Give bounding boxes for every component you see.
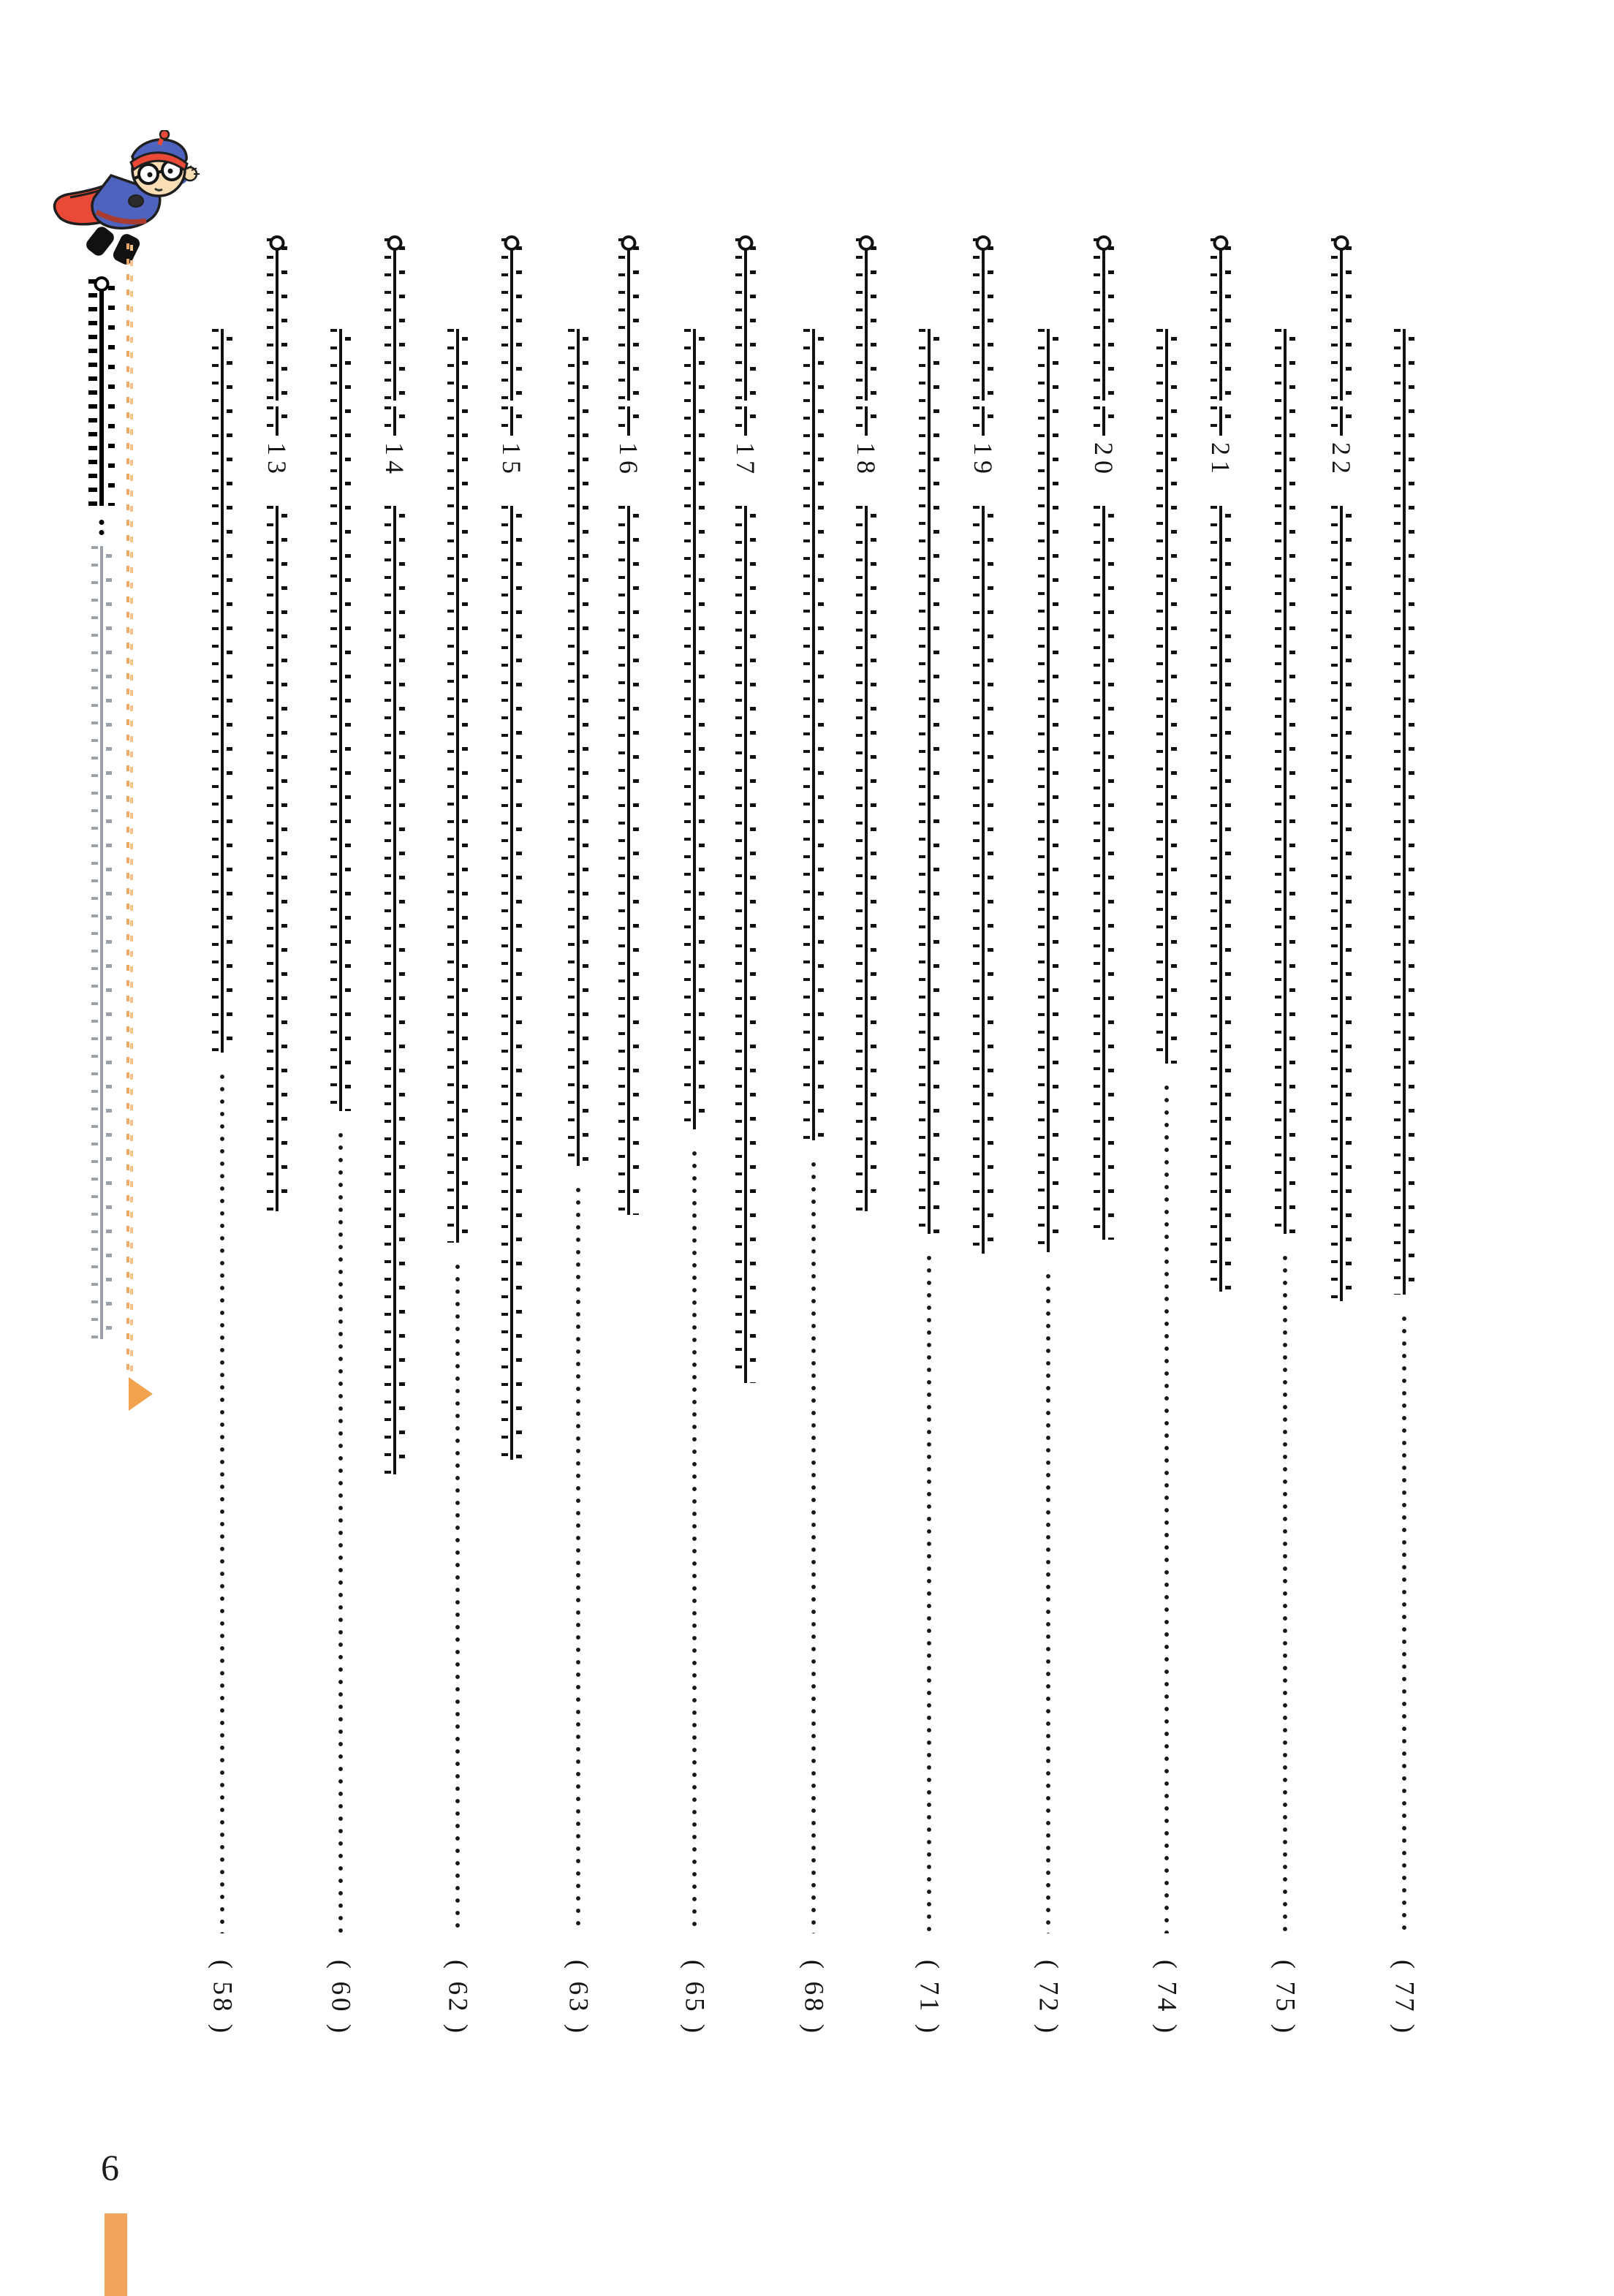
toc-entry-17-page-number: ( 68 ) (798, 1959, 829, 2037)
mascot-flying-boy (48, 130, 202, 278)
toc-entry-22-prefix-kicheel (1329, 238, 1354, 401)
page-number: 6 (101, 2147, 119, 2188)
toc-entry-20-page-number: ( 74 ) (1151, 1959, 1182, 2037)
toc-entry-21-prefix-un (1208, 406, 1233, 436)
toc-entry-16-number: 16 (614, 442, 643, 479)
toc-entry-18-prefix-kicheel (854, 238, 879, 401)
toc-entry-15-prefix-un (499, 406, 524, 436)
toc-entry-21-page-number: ( 75 ) (1270, 1959, 1300, 2037)
toc-entry-14-page-number: ( 62 ) (442, 1959, 473, 2037)
toc-entry-22-number: 22 (1327, 442, 1356, 479)
orange-arrow-icon (129, 1377, 153, 1411)
toc-entry-16-title-col1 (616, 506, 641, 1215)
toc-entry-19-dotted-leader (1045, 1273, 1051, 1933)
toc-entry-21-number: 21 (1206, 442, 1235, 479)
toc-entry-17-dotted-leader (811, 1161, 817, 1933)
page-corner-bar (105, 2213, 127, 2296)
toc-entry-14-prefix-kicheel (382, 238, 407, 401)
toc-entry-13-page-number: ( 60 ) (325, 1959, 356, 2037)
toc-entry-22-dotted-leader (1401, 1315, 1407, 1933)
toc-entry-18-number: 18 (852, 442, 881, 479)
toc-entry-18-prefix-un (854, 406, 879, 436)
toc-entry-19-number: 19 (969, 442, 998, 479)
toc-entry-17-title-col1 (733, 506, 758, 1383)
toc-entry-16-page-number: ( 65 ) (679, 1959, 710, 2037)
toc-entry-carryover-dotted-leader (219, 1073, 225, 1933)
toc-entry-carryover-title-col2 (210, 329, 235, 1053)
toc-entry-13-title-col2 (328, 329, 353, 1111)
toc-entry-18-dotted-leader (926, 1254, 932, 1933)
toc-entry-14-title-col1 (382, 506, 407, 1474)
toc-entry-20-number: 20 (1089, 442, 1118, 479)
section-subtitle-mongolian (89, 546, 114, 1339)
toc-entry-17-number: 17 (731, 442, 760, 479)
toc-entry-17-prefix-un (733, 406, 758, 436)
toc-entry-18-title-col2 (917, 329, 942, 1234)
toc-entry-16-dotted-leader (692, 1150, 697, 1933)
toc-entry-15-prefix-kicheel (499, 238, 524, 401)
toc-entry-13-dotted-leader (338, 1132, 344, 1933)
toc-entry-20-prefix-kicheel (1091, 238, 1116, 401)
toc-entry-20-prefix-un (1091, 406, 1116, 436)
toc-entry-21-dotted-leader (1282, 1254, 1288, 1933)
toc-entry-20-title-col2 (1154, 329, 1179, 1064)
toc-entry-19-title-col1 (971, 506, 996, 1254)
toc-entry-15-page-number: ( 63 ) (563, 1959, 594, 2037)
section-header-mongolian (88, 279, 115, 506)
mascot-boots (83, 223, 143, 268)
toc-entry-18-title-col1 (854, 506, 879, 1211)
toc-entry-13-title-col1 (265, 506, 289, 1211)
toc-entry-22-title-col1 (1329, 506, 1354, 1301)
toc-entry-14-title-col2 (445, 329, 470, 1243)
toc-entry-19-prefix-kicheel (971, 238, 996, 401)
toc-entry-13-number: 13 (262, 442, 292, 479)
toc-entry-14-number: 14 (380, 442, 409, 479)
toc-entry-21-title-col1 (1208, 506, 1233, 1292)
toc-entry-15-dotted-leader (575, 1186, 581, 1933)
toc-entry-18-page-number: ( 71 ) (914, 1959, 944, 2037)
toc-entry-21-prefix-kicheel (1208, 238, 1233, 401)
toc-entry-19-page-number: ( 72 ) (1033, 1959, 1064, 2037)
toc-entry-14-dotted-leader (455, 1263, 461, 1933)
toc-entry-13-prefix-un (265, 406, 289, 436)
toc-entry-15-title-col2 (566, 329, 591, 1166)
toc-entry-20-title-col1 (1091, 506, 1116, 1240)
toc-entry-14-prefix-un (382, 406, 407, 436)
toc-entry-17-prefix-kicheel (733, 238, 758, 401)
toc-entry-13-prefix-kicheel (265, 238, 289, 401)
toc-entry-carryover-page-number: ( 58 ) (207, 1959, 238, 2037)
toc-entry-17-title-col2 (801, 329, 826, 1140)
orange-dashed-rail (126, 243, 133, 1373)
toc-entry-16-prefix-un (616, 406, 641, 436)
toc-entry-22-page-number: ( 77 ) (1389, 1959, 1420, 2037)
toc-entry-19-prefix-un (971, 406, 996, 436)
toc-entry-15-number: 15 (497, 442, 526, 479)
toc-entry-16-prefix-kicheel (616, 238, 641, 401)
toc-entry-20-dotted-leader (1164, 1084, 1170, 1933)
toc-entry-22-prefix-un (1329, 406, 1354, 436)
toc-entry-15-title-col1 (499, 506, 524, 1460)
toc-entry-16-title-col2 (682, 329, 707, 1129)
toc-entry-22-title-col2 (1392, 329, 1417, 1295)
toc-entry-19-title-col2 (1036, 329, 1061, 1252)
toc-entry-21-title-col2 (1273, 329, 1297, 1234)
